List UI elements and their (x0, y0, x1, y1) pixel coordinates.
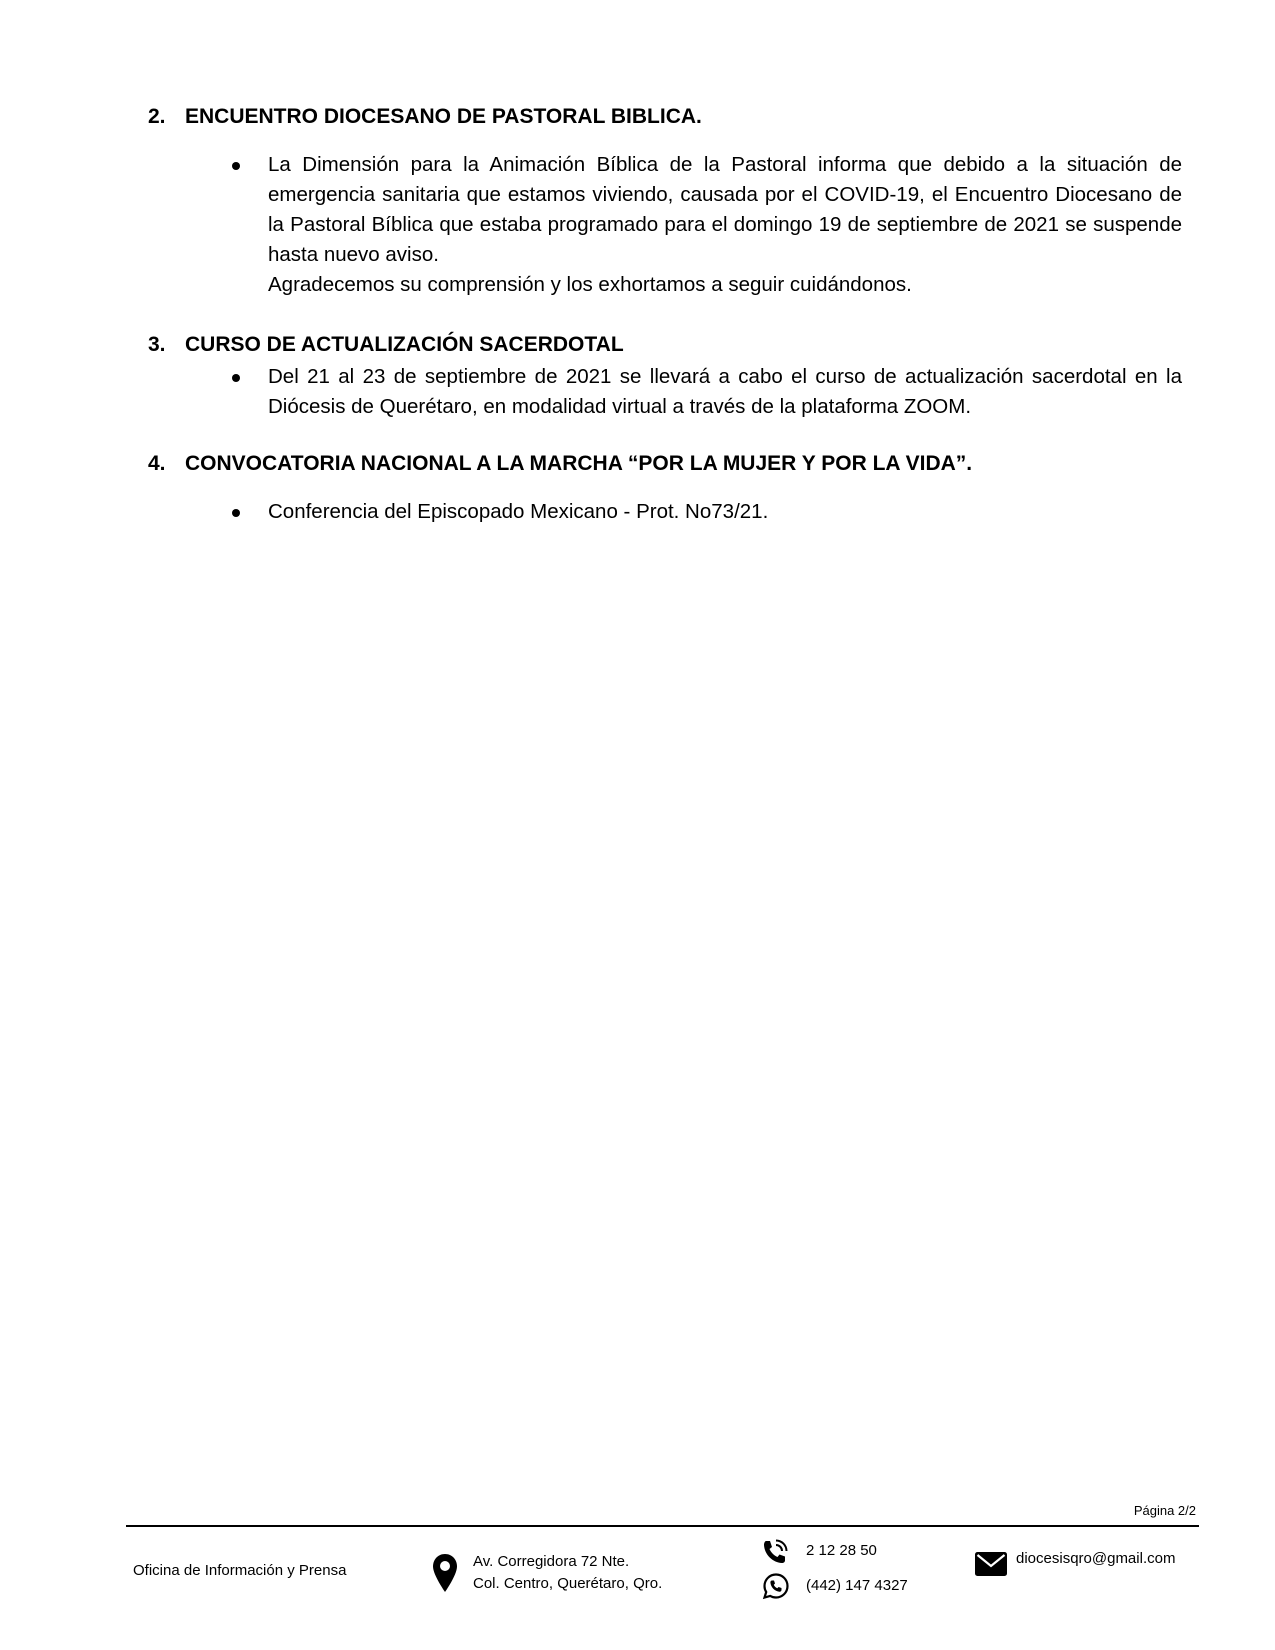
section-title-text: CONVOCATORIA NACIONAL A LA MARCHA “POR LA MUJER Y POR LA VIDA”. (185, 452, 973, 475)
section-title-text: CURSO DE ACTUALIZACIÓN SACERDOTAL (185, 333, 624, 356)
paragraph: Agradecemos su comprensión y los exhortamos a seguir cuidándonos. (268, 273, 912, 296)
whatsapp-icon (762, 1572, 790, 1600)
footer-whatsapp: (442) 147 4327 (806, 1577, 908, 1594)
footer-office: Oficina de Información y Prensa (133, 1562, 347, 1579)
section-number: 2. (148, 105, 166, 128)
footer-divider (126, 1525, 1199, 1527)
footer-address-line2: Col. Centro, Querétaro, Qro. (473, 1575, 663, 1592)
section-2-title (148, 105, 702, 129)
footer-address-line1: Av. Corregidora 72 Nte. (473, 1553, 630, 1570)
bullet-text (268, 150, 1182, 300)
bullet-icon (232, 162, 240, 170)
phone-icon (761, 1538, 789, 1566)
paragraph: La Dimensión para la Animación Bíblica de la Pastoral informa que debido a la situación de emergencia sanitaria que estamos viviendo, causada por el COVID-19, el Encuentro Diocesano de la Pastoral Bíblica que estaba programado para el domingo 19 de septiembre de 2021 se suspende hasta nuevo aviso. (268, 153, 1182, 266)
page-number: Página 2/2 (1133, 1503, 1196, 1518)
bullet-icon (232, 509, 240, 517)
section-number: 3. (148, 333, 166, 356)
bullet-text (268, 497, 1182, 527)
envelope-icon (975, 1552, 1007, 1576)
map-pin-icon (432, 1553, 458, 1593)
section-4-title (148, 452, 972, 476)
bullet-icon (232, 374, 240, 382)
section-number: 4. (148, 452, 166, 475)
paragraph: Conferencia del Episcopado Mexicano - Prot. No73/21. (268, 500, 769, 523)
footer-phone: 2 12 28 50 (806, 1542, 877, 1559)
bullet-text (268, 362, 1182, 422)
paragraph: Del 21 al 23 de septiembre de 2021 se llevará a cabo el curso de actualización sacerdotal en la Diócesis de Querétaro, en modalidad virtual a través de la plataforma ZOOM. (268, 365, 1182, 418)
footer-email: diocesisqro@gmail.com (1016, 1550, 1176, 1567)
section-title-text: ENCUENTRO DIOCESANO DE PASTORAL BIBLICA. (185, 105, 702, 128)
section-3-title (148, 333, 624, 357)
